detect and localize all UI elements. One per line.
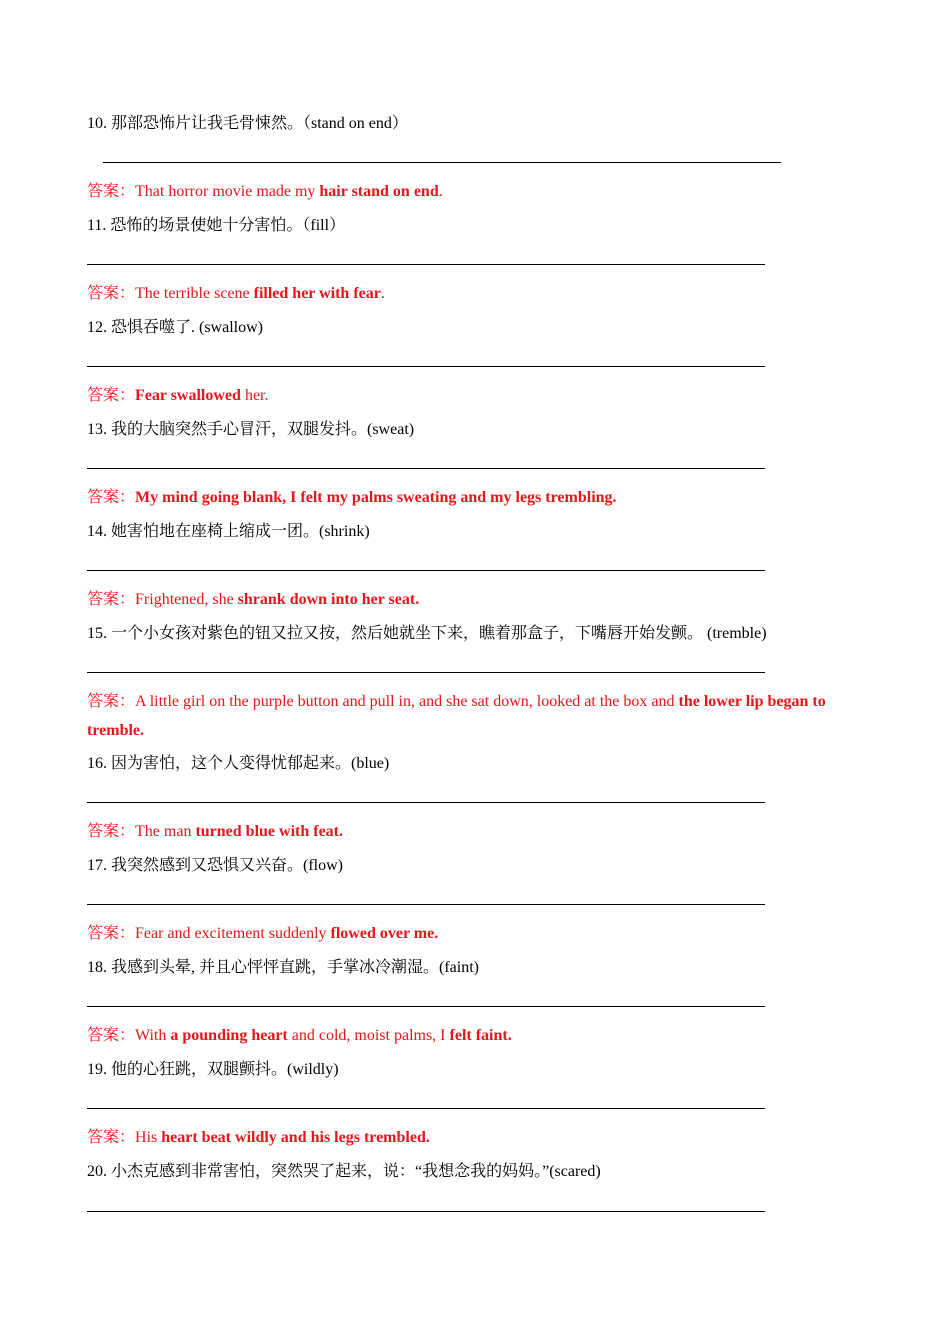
answer-prefix: 答案： [87,387,136,404]
answer-blank-14[interactable] [87,570,765,571]
question-14: 14. 她害怕地在座椅上缩成一团。(shrink) [87,523,370,540]
answer-blank-20[interactable] [87,1211,765,1212]
answer-blank-11[interactable] [87,264,765,265]
answer-prefix: 答案： [87,591,136,608]
question-15: 15. 一个小女孩对紫色的钮又拉又按，然后她就坐下来，瞧着那盒子，下嘴唇开始发颤。 (tremble) [87,625,767,642]
question-13: 13. 我的大脑突然手心冒汗，双腿发抖。(sweat) [87,421,415,438]
answer-blank-17[interactable] [87,904,765,905]
answer-blank-18[interactable] [87,1006,765,1007]
answer-18: 答案：With a pounding heart and cold, moist palms, I felt faint. [87,1027,512,1044]
question-11: 11. 恐怖的场景使她十分害怕。（fill） [87,217,346,234]
answer-12: 答案：Fear swallowed her. [87,387,269,404]
answer-15: 答案：A little girl on the purple button and pull in, and she sat down, looked at the box and the lower lip began to tremble. [87,693,826,739]
question-19: 19. 他的心狂跳，双腿颤抖。(wildly) [87,1061,339,1078]
answer-blank-10[interactable] [103,162,781,163]
answer-blank-19[interactable] [87,1108,765,1109]
answer-17: 答案：Fear and excitement suddenly flowed over me. [87,925,439,942]
answer-blank-13[interactable] [87,468,765,469]
answer-prefix: 答案： [87,823,136,840]
answer-blank-16[interactable] [87,802,765,803]
question-17: 17. 我突然感到又恐惧又兴奋。(flow) [87,857,343,874]
answer-prefix: 答案： [87,489,136,506]
answer-blank-15[interactable] [87,672,765,673]
answer-11: 答案：The terrible scene filled her with fear. [87,285,385,302]
question-16: 16. 因为害怕，这个人变得忧郁起来。(blue) [87,755,390,772]
answer-prefix: 答案： [87,285,136,302]
question-18: 18. 我感到头晕, 并且心怦怦直跳，手掌冰冷潮湿。(faint) [87,959,479,976]
answer-prefix: 答案： [87,693,136,710]
question-20: 20. 小杰克感到非常害怕，突然哭了起来，说：“我想念我的妈妈。”(scared) [87,1163,601,1180]
answer-10: 答案：That horror movie made my hair stand on end. [87,183,443,200]
answer-prefix: 答案： [87,925,136,942]
answer-13: 答案：My mind going blank, I felt my palms sweating and my legs trembling. [87,489,617,506]
answer-prefix: 答案： [87,1027,136,1044]
answer-16: 答案：The man turned blue with feat. [87,823,343,840]
question-10: 10. 那部恐怖片让我毛骨悚然。（stand on end） [87,115,408,132]
answer-blank-12[interactable] [87,366,765,367]
answer-14: 答案：Frightened, she shrank down into her seat. [87,591,420,608]
question-12: 12. 恐惧吞噬了. (swallow) [87,319,263,336]
answer-19: 答案：His heart beat wildly and his legs trembled. [87,1129,430,1146]
answer-prefix: 答案： [87,1129,136,1146]
answer-prefix: 答案： [87,183,136,200]
